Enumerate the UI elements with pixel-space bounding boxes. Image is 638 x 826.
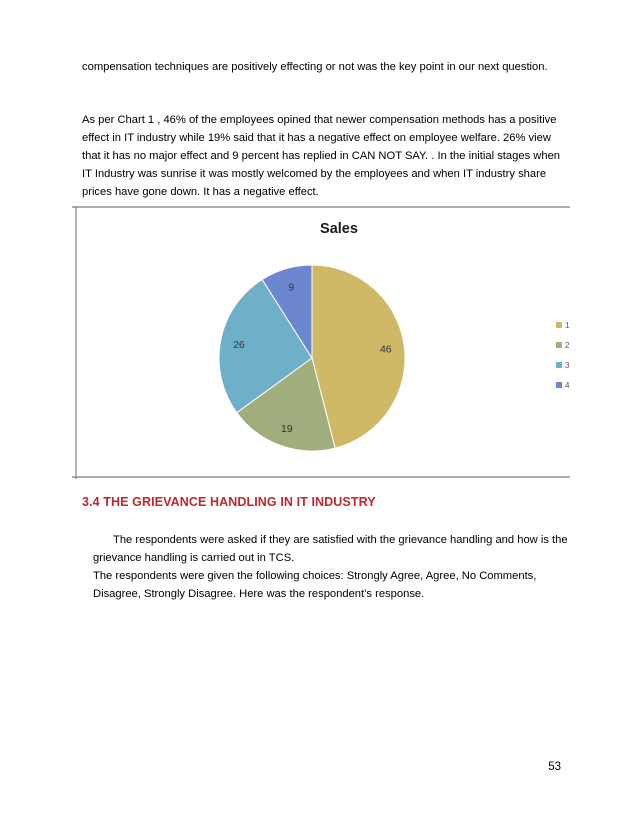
pie-data-label: 46 (379, 343, 392, 356)
chart-summary-paragraph: As per Chart 1 , 46% of the employees opined that newer compensation methods has a positive effect in IT industry while 19% said that it has a negative effect on employee welfare. 26% view that it has no major effect and 9 percent has replied in CAN NOT SAY. . In the initial stages when IT Industry was sunrise it was mostly welcomed by the employees and when IT industry share prices have gone down. It has a negative effect. (82, 114, 561, 198)
grievance-line-2: The respondents were given the following choices: Strongly Agree, Agree, No Comments, Disagree, Strongly Disagree. Here was the respondent’s response. (93, 570, 537, 600)
legend-label: 3 (565, 361, 570, 370)
pie-chart (72, 207, 570, 479)
page-number: 53 (548, 761, 561, 773)
grievance-paragraph (93, 531, 573, 603)
chart-title: Sales (320, 221, 358, 237)
legend-label: 2 (565, 341, 570, 350)
section-heading: 3.4 THE GRIEVANCE HANDLING IN IT INDUSTRY (82, 495, 376, 509)
legend-swatch (556, 322, 562, 328)
chart-legend (556, 321, 570, 390)
legend-swatch (556, 382, 562, 388)
legend-label: 4 (565, 381, 570, 390)
grievance-line-1: The respondents were asked if they are satisfied with the grievance handling and how is the grievance handling is carried out in TCS. (93, 534, 568, 564)
pie-chart-svg (72, 207, 570, 479)
pie-data-label: 9 (288, 281, 295, 294)
pie-data-label: 26 (233, 339, 245, 352)
legend-swatch (556, 362, 562, 368)
pie-data-label: 19 (280, 423, 293, 436)
intro-paragraph: compensation techniques are positively effecting or not was the key point in our next question. (82, 61, 548, 73)
legend-label: 1 (565, 321, 570, 330)
legend-swatch (556, 342, 562, 348)
